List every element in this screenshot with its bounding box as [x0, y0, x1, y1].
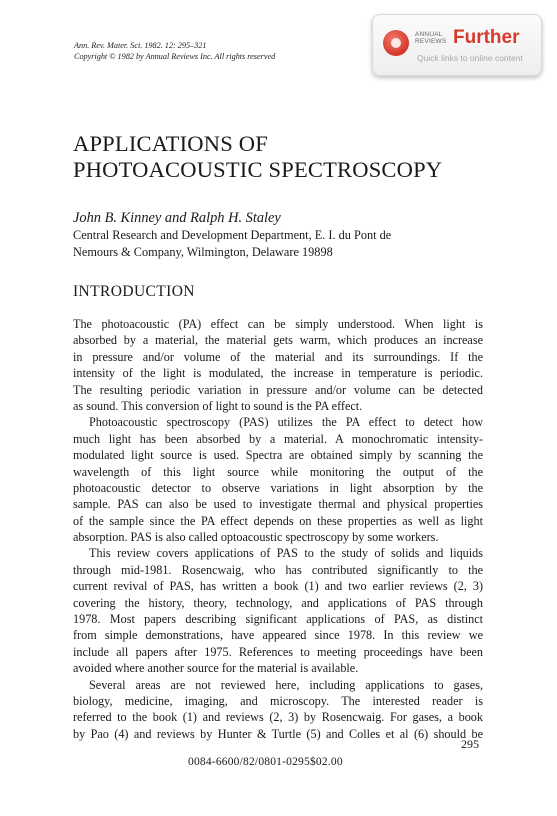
text-line: biology, medicine, imaging, and microscopy. The interested reader is: [73, 693, 483, 708]
text-line: sample. PAS can also be used to investigate thermal and physical properties: [73, 497, 483, 512]
further-label: Further: [453, 27, 520, 48]
text-line: through mid-1981. Rosencwaig, who has contributed significantly to the: [73, 562, 483, 577]
footer-code: 0084-6600/82/0801-0295$02.00: [188, 756, 343, 768]
body-text: [73, 316, 483, 742]
text-line: by Pao (4) and reviews by Hunter & Turtle (5) and Colles et al (6) should be: [73, 726, 483, 741]
text-line: current revival of PAS, has written a book (1) and two earlier reviews (2, 3): [73, 579, 483, 594]
text-line: Several areas are not reviewed here, including applications to gases,: [89, 677, 483, 692]
text-line: The resulting periodic variation in pressure and/or volume can be detected: [73, 382, 483, 397]
further-badge[interactable]: [372, 14, 542, 76]
text-line: Photoacoustic spectroscopy (PAS) utilizes the PA effect to detect how: [89, 415, 483, 430]
text-line: absorbed by a material, the material gets warm, which produces an increase: [73, 333, 483, 348]
section-heading: INTRODUCTION: [73, 283, 195, 300]
journal-header: [74, 40, 275, 62]
further-subtitle: Quick links to online content: [417, 53, 523, 63]
page-number: 295: [461, 737, 479, 751]
article-affiliation: [73, 227, 391, 261]
text-line: modulated light source is used. Spectra are obtained simply by scanning the: [73, 448, 483, 463]
text-line: include all papers after 1975. References to meeting proceedings have been: [73, 644, 483, 659]
text-line: referred to the book (1) and reviews (2, 3) by Rosencwaig. For gases, a book: [73, 710, 483, 725]
text-line: wavelength of this light source while monitoring the output of the: [73, 464, 483, 479]
further-badge-header: [415, 28, 520, 48]
article-title-line2: PHOTOACOUSTIC SPECTROSCOPY: [73, 157, 443, 182]
text-line: of the sample since the PA effect depends on these properties as well as light: [73, 513, 483, 528]
annual-reviews-wordmark: [415, 31, 449, 45]
journal-copyright: Copyright © 1982 by Annual Reviews Inc. All rights reserved: [74, 52, 276, 61]
text-line: covering the history, theory, technology, and applications of PAS through: [73, 595, 483, 610]
annual-reviews-logo-icon: [383, 30, 409, 56]
text-line: in pressure and/or volume of the material and its surroundings. If the: [73, 349, 483, 364]
text-line: as sound. This conversion of light to sound is the PA effect.: [73, 398, 363, 413]
text-line: photoacoustic detector to observe variations in light absorption by the: [73, 480, 483, 495]
annual-reviews-line2: REVIEWS: [415, 38, 447, 45]
journal-citation: Ann. Rev. Mater. Sci. 1982. 12: 295–321: [74, 41, 207, 50]
text-line: from simple demonstrations, have appeared since 1978. In this review we: [73, 628, 483, 643]
text-line: absorption. PAS is also called optoacoustic spectroscopy by some workers.: [73, 530, 439, 545]
article-title-line1: APPLICATIONS OF: [73, 131, 268, 156]
annual-reviews-line1: ANNUAL: [415, 31, 443, 38]
article-title: [73, 131, 442, 183]
text-line: avoided where another source for the material is available.: [73, 661, 359, 676]
text-line: This review covers applications of PAS to the study of solids and liquids: [89, 546, 483, 561]
text-line: much light has been absorbed by a material. A monochromatic intensity-: [73, 431, 483, 446]
text-line: The photoacoustic (PA) effect can be simply understood. When light is: [73, 317, 483, 331]
text-line: 1978. Most papers describing significant applications of PAS, as distinct: [73, 612, 483, 627]
affiliation-line2: Nemours & Company, Wilmington, Delaware 19898: [73, 245, 333, 259]
text-line: intensity of the light is modulated, the increase in temperature is periodic.: [73, 366, 483, 381]
article-authors: John B. Kinney and Ralph H. Staley: [73, 210, 281, 226]
affiliation-line1: Central Research and Development Department, E. I. du Pont de: [73, 228, 392, 242]
